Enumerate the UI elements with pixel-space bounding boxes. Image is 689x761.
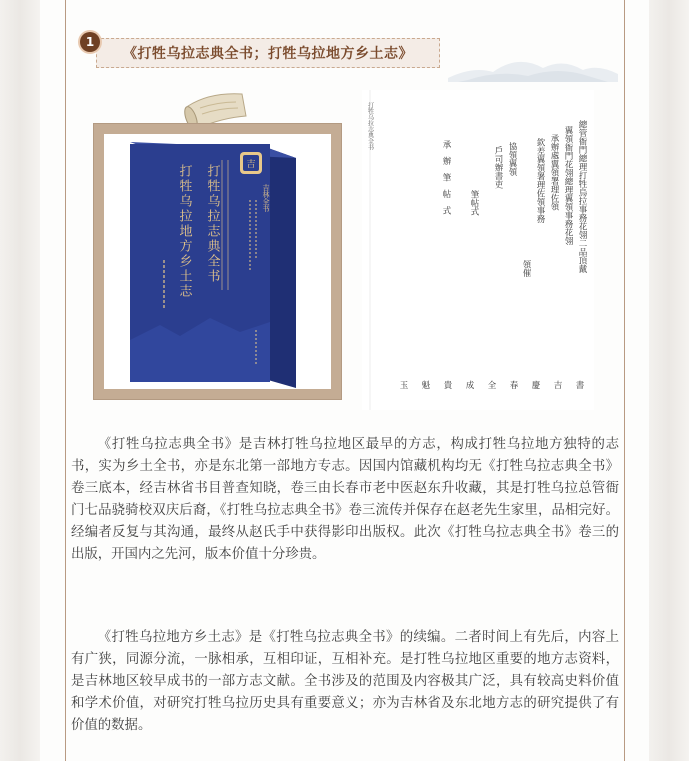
scan-column-8: 筆帖式 (469, 190, 479, 216)
scan-column-9: 承辦筆帖式 (441, 140, 451, 223)
book-series-label: 吉林全书 (262, 184, 270, 212)
section-title-box (96, 38, 440, 68)
scan-bottom-4: 春 (509, 381, 519, 391)
scan-bottom-3: 慶 (531, 381, 541, 391)
scanned-page-text (362, 90, 594, 410)
svg-text:吉: 吉 (246, 160, 256, 170)
scan-column-5: 領催 (521, 260, 531, 277)
scan-bottom-7: 貴 (443, 381, 453, 391)
scan-column-1: 總管衙門總理打牲烏拉事務花翎二品頂戴 (577, 120, 587, 273)
left-border-texture (0, 0, 40, 761)
scan-header: 打牲乌拉志典全书 (366, 102, 374, 150)
scan-bottom-9: 玉 (399, 381, 409, 391)
scan-column-6: 協領翼領 (507, 142, 517, 176)
scan-bottom-1: 書 (575, 381, 585, 391)
scan-column-7: 戶司辦書吏 (493, 146, 503, 189)
scan-bottom-5: 全 (487, 381, 497, 391)
scan-bottom-8: 魁 (421, 381, 431, 391)
book-title-vertical-1: 打牲乌拉志典全书 (204, 164, 220, 284)
scan-column-4: 欽差翼領署理佐領事務 (535, 138, 545, 223)
section-header (78, 28, 450, 72)
paragraph-1: 《打牲乌拉志典全书》是吉林打牲乌拉地区最早的方志，构成打牲乌拉地方独特的志书，实为乡土全书，亦是东北第一部地方专志。因国内馆藏机构均无《打牲乌拉志典全书》卷三底本，经吉林省书目普查知晓，卷三由长春市老中医赵东升收藏，其是打牲乌拉总管衙门七品骁骑校双庆后裔，《打牲乌拉志典全书》卷三流传并保存在赵老先生家里，品相完好。经编者反复与其沟通，最终从赵氏手中获得影印出版权。此次《打牲乌拉志典全书》卷三的出版，开国内之先河，版本价值十分珍贵。 (71, 437, 619, 562)
section-title: 《打牲乌拉志典全书；打牲乌拉地方乡土志》 (123, 46, 413, 62)
paragraph-2: 《打牲乌拉地方乡土志》是《打牲乌拉志典全书》的续编。二者时间上有先后，内容上有广狭，同源分流，一脉相承，互相印证，互相补充。是打牲乌拉地区重要的地方志资料，是吉林地区较早成书的一部方志文献。全书涉及的范围及内容极其广泛，具有较高史料价值和学术价值，对研究打牲乌拉历史具有重要意义；亦为吉林省及东北地方志的研究提供了有价值的数据。 (71, 630, 619, 733)
mountain-decoration-icon (448, 48, 618, 82)
scanned-page-image (362, 90, 594, 410)
scan-column-2: 翼領衙門花翎總理翼領事務花翎 (563, 126, 573, 245)
left-vertical-rule (65, 0, 66, 761)
section-number-badge: 1 (80, 32, 100, 52)
right-vertical-rule (624, 0, 625, 761)
scan-column-3: 承辦處翼領署理佐領 (549, 134, 559, 211)
right-border-texture (649, 0, 689, 761)
book-cover-image (100, 140, 310, 390)
book-title-vertical-2: 打牲乌拉地方乡土志 (176, 164, 192, 299)
scan-bottom-6: 成 (465, 381, 475, 391)
scan-bottom-2: 吉 (553, 381, 563, 391)
